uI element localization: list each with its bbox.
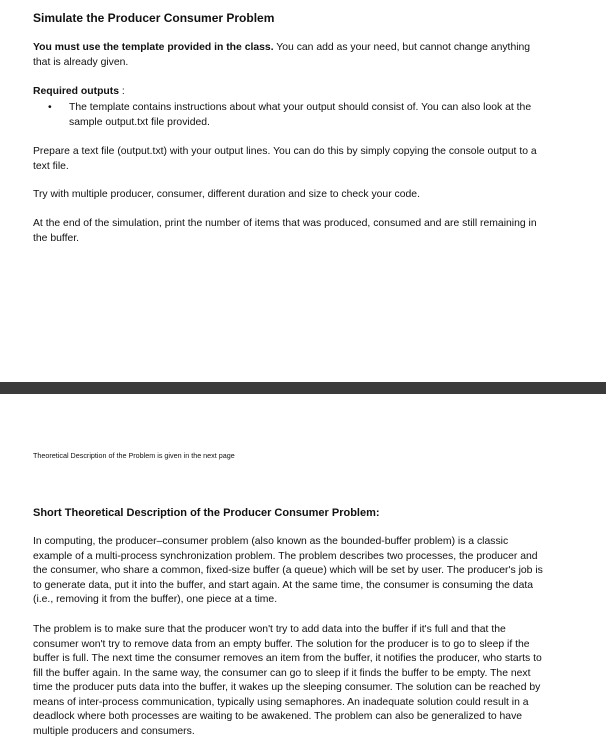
theory-paragraph-2: The problem is to make sure that the producer won't try to add data into the buffer if it's full and that the consumer won't try to remove data from an empty buffer. The solution for the producer is to go to sleep if the buffer is full. The next time the consumer removes an item from the buffer, it notifies the producer, who starts to fill the buffer again. In the same way, the consumer can go to sleep if it finds the buffer to be empty. The next time the producer puts data into the buffer, it wakes up the sleeping consumer. The solution can be reached by means of inter-process communication, typically using semaphores. An inadequate solution could result in a deadlock where both processes are waiting to be awakened. The problem can also be generalized to have multiple producers and consumers. <box>33 624 542 737</box>
end-of-simulation-paragraph: At the end of the simulation, print the number of items that was produced, consumed and are still remaining in the buffer. <box>33 218 537 244</box>
try-variations-paragraph: Try with multiple producer, consumer, different duration and size to check your code. <box>33 189 420 200</box>
page-title: Simulate the Producer Consumer Problem <box>33 11 275 25</box>
template-instruction-bold: You must use the template provided in the class. <box>33 42 274 53</box>
template-instruction-rest: You can add as your need, but cannot change anything that is already given. <box>33 42 531 68</box>
bullet-icon: • <box>48 102 52 113</box>
prepare-output-paragraph: Prepare a text file (output.txt) with your output lines. You can do this by simply copying the console output to a text file. <box>33 146 537 172</box>
required-outputs-colon: : <box>119 86 125 97</box>
next-page-note: Theoretical Description of the Problem is given in the next page <box>33 451 235 460</box>
required-outputs-label: Required outputs <box>33 86 120 97</box>
page-separator <box>0 382 606 394</box>
document-page-2 <box>0 394 606 745</box>
required-outputs-item-text: The template contains instructions about what your output should consist of. You can also look at the sample output.txt file provided. <box>69 102 532 128</box>
theory-paragraph-1: In computing, the producer–consumer problem (also known as the bounded-buffer problem) is a classic example of a multi-process synchronization problem. The problem describes two processes, the producer and the consumer, who share a common, fixed-size buffer (a queue) which will be set by user. The producer's job is to generate data, put it into the buffer, and start again. At the same time, the consumer is consuming the data (i.e., removing it from the buffer), one piece at a time. <box>33 536 543 605</box>
template-instruction <box>33 40 548 70</box>
required-outputs-heading <box>33 84 548 99</box>
theory-heading: Short Theoretical Description of the Producer Consumer Problem: <box>33 507 380 519</box>
